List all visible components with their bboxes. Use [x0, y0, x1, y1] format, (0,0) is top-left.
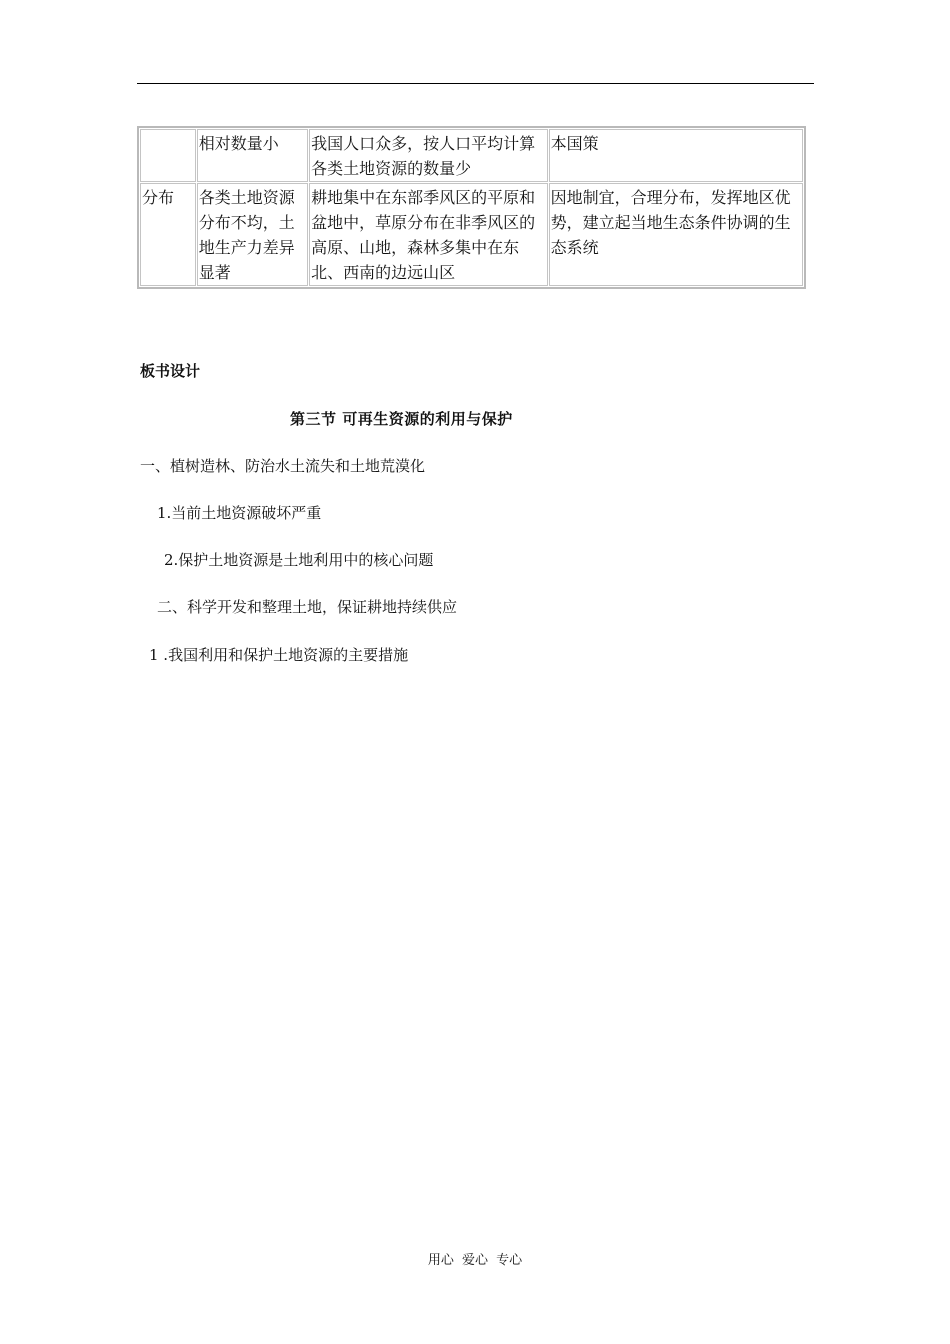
table-row [140, 183, 803, 286]
outline-subitem: 1 .我国利用和保护土地资源的主要措施 [149, 646, 409, 664]
land-resource-table [137, 126, 806, 289]
table-row [140, 129, 803, 182]
outline-item: 一、植树造林、防治水土流失和土地荒漠化 [140, 457, 426, 475]
table-cell-description: 耕地集中在东部季风区的平原和盆地中，草原分布在非季风区的高原、山地，森林多集中在东北、西南的边远山区 [309, 183, 547, 286]
section-title: 第三节 可再生资源的利用与保护 [290, 410, 513, 428]
table-cell-measure: 因地制宜，合理分布，发挥地区优势，建立起当地生态条件协调的生态系统 [549, 183, 803, 286]
table-cell-feature: 各类土地资源分布不均，土地生产力差异显著 [197, 183, 308, 286]
outline-subitem: 2.保护土地资源是土地利用中的核心问题 [164, 551, 434, 569]
outline-item: 二、科学开发和整理土地，保证耕地持续供应 [157, 598, 458, 616]
table-cell-measure: 本国策 [549, 129, 803, 182]
section-label: 板书设计 [140, 362, 201, 380]
table-cell-description: 我国人口众多，按人口平均计算各类土地资源的数量少 [309, 129, 547, 182]
table-cell-category: 分布 [140, 183, 196, 286]
page-footer: 用心 爱心 专心 [427, 1253, 523, 1268]
outline-subitem: 1.当前土地资源破坏严重 [157, 504, 322, 522]
table-cell-category [140, 129, 196, 182]
table-cell-feature: 相对数量小 [197, 129, 308, 182]
header-rule [137, 83, 814, 84]
